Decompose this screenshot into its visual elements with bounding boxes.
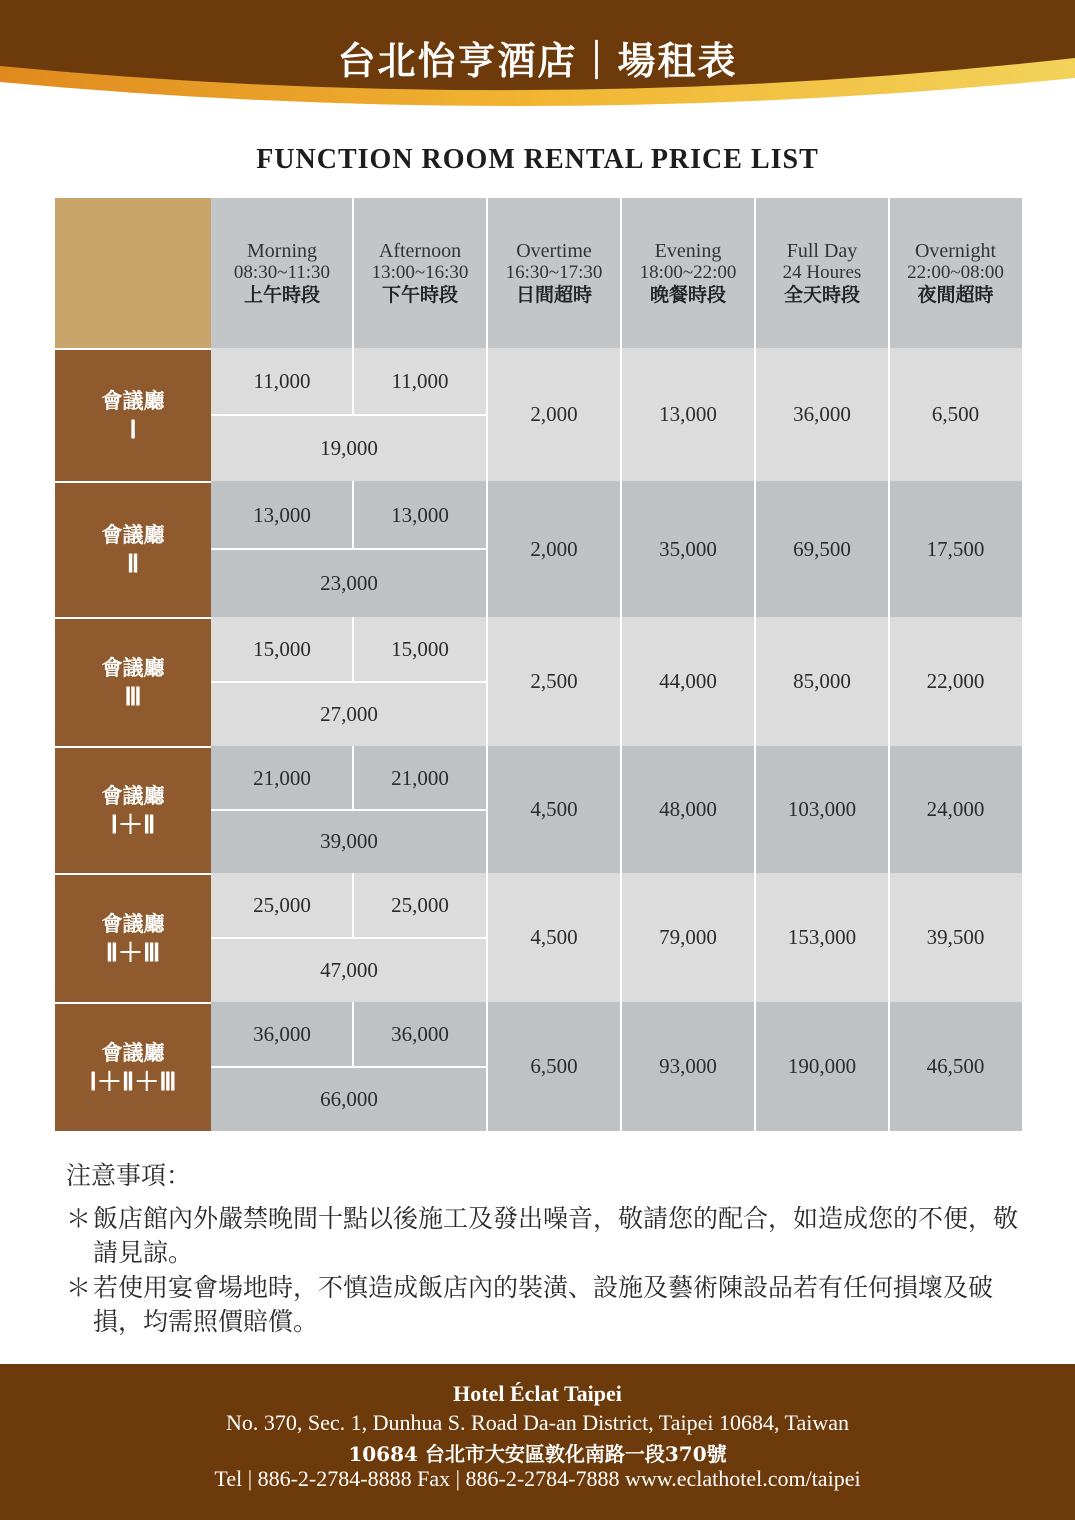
- price-morning: 25,000: [253, 893, 311, 917]
- room-label: [55, 873, 211, 1002]
- price-fullday: 85,000: [793, 669, 851, 693]
- cell-divider: [211, 681, 487, 683]
- column-header: [353, 198, 487, 348]
- page-title: 台北怡亨酒店｜場租表: [337, 38, 738, 83]
- column-header: [889, 198, 1022, 348]
- column-divider: [486, 198, 488, 1131]
- column-header-zh: 晚餐時段: [649, 284, 726, 306]
- price-overnight: 6,500: [931, 402, 980, 426]
- room-name: 會議廳: [101, 1039, 165, 1065]
- cell-divider: [211, 1066, 487, 1068]
- price-overnight: 46,500: [926, 1054, 985, 1078]
- cell-divider: [352, 348, 354, 415]
- hotel-address: No. 370, Sec. 1, Dunhua S. Road Da-an District, Taipei 10684, Taiwan: [225, 1410, 849, 1435]
- cell-divider: [352, 746, 354, 810]
- price-afternoon: 21,000: [391, 765, 449, 790]
- price-combined: 39,000: [320, 829, 378, 853]
- price-overnight: 22,000: [926, 669, 985, 693]
- room-number: Ⅱ＋Ⅲ: [105, 939, 161, 967]
- price-evening: 79,000: [659, 925, 717, 949]
- hotel-name: Hotel Éclat Taipei: [453, 1381, 622, 1406]
- room-number: Ⅲ: [124, 683, 142, 711]
- price-overtime: 2,000: [530, 402, 578, 426]
- room-number: Ⅰ: [129, 416, 137, 444]
- notes-title: 注意事項：: [66, 1161, 192, 1190]
- column-header-time: 13:00~16:30: [371, 262, 469, 283]
- price-afternoon: 13,000: [391, 502, 449, 527]
- column-divider: [754, 198, 756, 1131]
- price-fullday: 190,000: [787, 1054, 857, 1078]
- column-header: [621, 198, 755, 348]
- price-combined: 47,000: [320, 957, 378, 982]
- column-header-time: 24 Houres: [782, 262, 862, 283]
- room-label: [55, 1002, 211, 1131]
- column-header-en: Morning: [247, 240, 317, 262]
- cell-divider: [211, 937, 487, 939]
- price-combined: 27,000: [320, 701, 378, 726]
- room-number: Ⅰ＋Ⅱ＋Ⅲ: [89, 1068, 177, 1096]
- price-overnight: 24,000: [926, 797, 985, 821]
- price-evening: 35,000: [659, 536, 717, 561]
- room-label: [55, 746, 211, 873]
- column-header-en: Afternoon: [378, 240, 462, 262]
- room-name: 會議廳: [101, 522, 165, 547]
- column-header-en: Full Day: [786, 240, 858, 262]
- price-overtime: 4,500: [530, 925, 578, 949]
- cell-divider: [211, 414, 487, 416]
- table-corner: [55, 198, 211, 348]
- price-evening: 93,000: [659, 1054, 717, 1078]
- price-evening: 13,000: [659, 402, 717, 426]
- price-fullday: 103,000: [787, 797, 857, 821]
- column-header-zh: 上午時段: [243, 284, 320, 306]
- price-combined: 66,000: [320, 1086, 378, 1111]
- column-header-en: Overtime: [516, 240, 592, 262]
- room-label: [55, 481, 211, 617]
- cell-divider: [352, 481, 354, 549]
- column-header-zh: 夜間超時: [917, 284, 994, 306]
- note-item: [66, 1202, 1026, 1270]
- asterisk-icon: ＊: [66, 1204, 92, 1233]
- note-text: 若使用宴會場地時，不慎造成飯店內的裝潢、設施及藝術陳設品若有任何損壞及破損，均需照價賠償。: [93, 1273, 994, 1336]
- asterisk-icon: ＊: [66, 1273, 92, 1302]
- price-afternoon: 36,000: [391, 1022, 449, 1046]
- column-header: [487, 198, 621, 348]
- price-fullday: 69,500: [793, 536, 851, 561]
- cell-divider: [352, 617, 354, 682]
- cell-divider: [211, 548, 487, 550]
- column-header: [211, 198, 353, 348]
- room-label: [55, 617, 211, 746]
- room-number: Ⅱ: [126, 551, 140, 578]
- room-name: 會議廳: [101, 910, 165, 936]
- price-fullday: 153,000: [787, 925, 857, 949]
- column-header-zh: 日間超時: [515, 284, 592, 306]
- room-number: Ⅰ＋Ⅱ: [110, 811, 156, 839]
- cell-divider: [352, 873, 354, 938]
- column-divider: [888, 198, 890, 1131]
- room-name: 會議廳: [101, 782, 165, 808]
- price-overnight: 39,500: [926, 925, 985, 949]
- column-header-zh: 下午時段: [381, 284, 458, 306]
- room-name: 會議廳: [101, 654, 165, 680]
- room-name: 會議廳: [101, 387, 165, 413]
- hotel-contact: Tel | 886-2-2784-8888 Fax | 886-2-2784-7888 www.eclathotel.com/taipei: [214, 1466, 861, 1491]
- price-overtime: 4,500: [530, 797, 578, 821]
- price-overtime: 6,500: [530, 1054, 578, 1078]
- page-header: [0, 0, 1075, 125]
- price-fullday: 36,000: [793, 402, 851, 426]
- column-header-time: 22:00~08:00: [907, 262, 1004, 283]
- price-morning: 21,000: [253, 765, 311, 790]
- price-morning: 36,000: [253, 1022, 311, 1046]
- column-header-en: Evening: [654, 240, 722, 262]
- column-divider: [620, 198, 622, 1131]
- price-overtime: 2,500: [530, 669, 578, 693]
- column-header-en: Overnight: [914, 240, 997, 262]
- column-divider: [352, 198, 354, 348]
- price-morning: 11,000: [253, 369, 311, 393]
- price-combined: 23,000: [320, 570, 378, 595]
- cell-divider: [211, 809, 487, 811]
- price-morning: 15,000: [253, 637, 311, 661]
- column-header-time: 16:30~17:30: [505, 262, 603, 283]
- room-label: [55, 348, 211, 481]
- price-overnight: 17,500: [926, 536, 985, 561]
- page-footer: [0, 1364, 1075, 1520]
- note-item: [66, 1271, 1026, 1339]
- column-header-time: 18:00~22:00: [639, 262, 737, 283]
- price-evening: 44,000: [659, 669, 717, 693]
- price-evening: 48,000: [659, 797, 717, 821]
- note-text: 飯店館內外嚴禁晚間十點以後施工及發出噪音，敬請您的配合，如造成您的不便，敬請見諒。: [93, 1204, 1019, 1267]
- price-morning: 13,000: [253, 502, 311, 527]
- price-afternoon: 15,000: [391, 637, 449, 661]
- price-table: [55, 198, 1022, 1131]
- column-header-time: 08:30~11:30: [233, 262, 331, 283]
- column-header-zh: 全天時段: [783, 284, 860, 306]
- price-combined: 19,000: [320, 435, 378, 460]
- price-afternoon: 11,000: [391, 369, 449, 393]
- page-subtitle: FUNCTION ROOM RENTAL PRICE LIST: [256, 144, 819, 175]
- column-header: [755, 198, 889, 348]
- price-afternoon: 25,000: [391, 893, 449, 917]
- price-overtime: 2,000: [530, 536, 578, 561]
- hotel-address-zh: 10684 台北市大安區敦化南路一段370號: [348, 1442, 727, 1466]
- cell-divider: [352, 1002, 354, 1067]
